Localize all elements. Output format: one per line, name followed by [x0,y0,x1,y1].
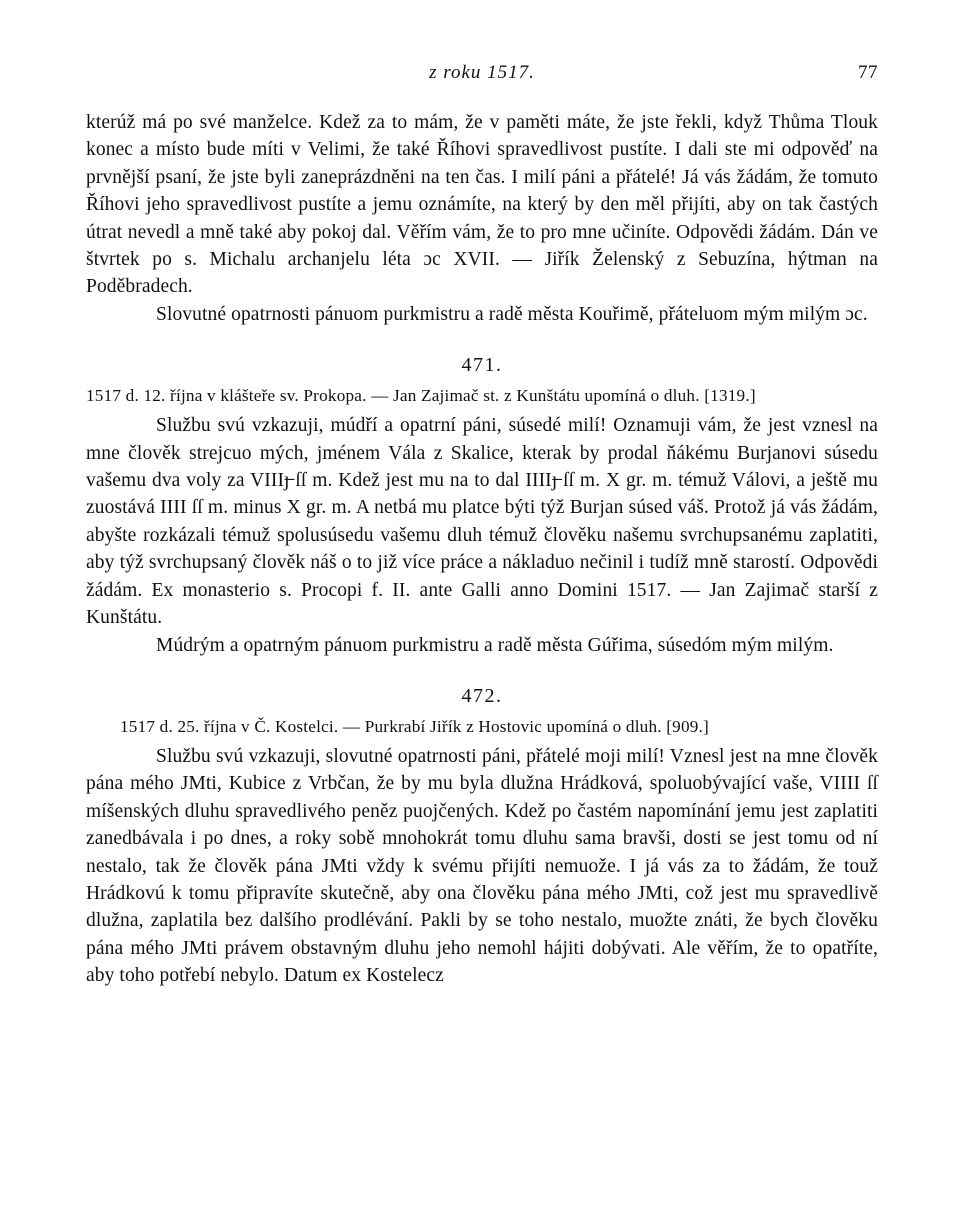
document-number-472: 472. [461,684,503,707]
document-body-472: Službu svú vzkazuji, slovutné opatrnosti páni, přátelé moji milí! Vznesl jest na mne člověk pána mého JMti, Kubice z Vrbčan, že by mu byla dlužna Hrádková, spoluobývající vaše, VIIII ſſ míšenských dluhu spravedlivého peněz puojčených. Kdež po častém napomínání jemu jest zaplatiti zanedbávala i po dnes, a roky sobě mnohokrát tomu dluhu sama bravši, dosti se jest tomu od ní nestalo, tak že člověk pána JMti vždy k svému přijíti nemuože. I já vás za to žádám, že touž Hrádkovú k tomu připravíte skutečně, aby ona člověku pána mého JMti, což jest mu spravedlivě dlužna, zaplatila bez dalšího prodlévání. Pakli by se toho nestalo, muožte znáti, že bych člověku pána mého JMti právem obstavným dluhu jeho nemohl hájiti dobývati. Ale věřím, že to opatříte, aby toho potřebí nebylo. Datum ex Kostelecz [86,745,878,987]
document-address-471: Múdrým a opatrným pánuom purkmistru a radě města Gúřima, súsedóm mým milým. [156,634,834,656]
running-head [86,58,878,88]
document-regest-471: 1517 d. 12. října v klášteře sv. Prokopa. — Jan Zajimač st. z Kunštátu upomíná o dluh. [1319.] [86,386,756,406]
carryover-letter-address: Slovutné opatrnosti pánuom purkmistru a radě města Kouřimě, přáteluom mým milým ɔc. [156,303,868,325]
carryover-letter-text: kterúž má po své manželce. Kdež za to mám, že v paměti máte, že jste řekli, když Thůma Tlouk konec a místo bude míti v Velimi, že také Říhovi spravedlivost pustíte. I dali ste mi odpověď na prvnější psaní, že jste byli zaneprázdněni na ten čas. I milí páni a přátelé! Já vás žádám, že tomuto Říhovi jeho spravedlivost pustíte a jemu oznámíte, na který by den měl přijíti, aby on tak častých útrat nevedl a mně také aby pokoj dal. Věřím vám, že to pro mne učiníte. Odpovědi žádám. Dán ve štvrtek po s. Michalu archanjelu léta ɔc XVII. — Jiřík Želenský z Sebuzína, hýtman na Poděbradech. [86,112,878,298]
document-number-471: 471. [461,354,503,377]
running-title: z roku 1517. [429,62,535,83]
book-page [86,58,878,990]
document-body-471: Službu svú vzkazuji, múdří a opatrní páni, súsedé milí! Oznamuji vám, že jest vznesl na mne člověk strejcuo mých, jménem Vála z Skalice, kterak by prodal ňákému Burjanovi súsedu vašemu dva voly za VIIIȷ̶ ſſ m. Kdež jest mu na to dal IIIIȷ̶ ſſ m. X gr. m. témuž Válovi, a ještě mu zuostává IIII ſſ m. minus X gr. m. A netbá mu platce býti týž Burjan súsed váš. Protož já vás žádám, abyšte rozkázali témuž spolusúsedu vašemu dluh témuž člověku našemu svrchupsanému zaplatiti, aby týž svrchupsaný člověk náš o to již více práce a nákladuo nečinil i tudíž mně starostí. Odpovědi žádám. Ex monasterio s. Procopi f. II. ante Galli anno Domini 1517. — Jan Zajimač starší z Kunštátu. [86,415,878,629]
page-number: 77 [858,62,878,83]
document-regest-472: 1517 d. 25. října v Č. Kostelci. — Purkrabí Jiřík z Hostovic upomíná o dluh. [909.] [120,716,709,736]
